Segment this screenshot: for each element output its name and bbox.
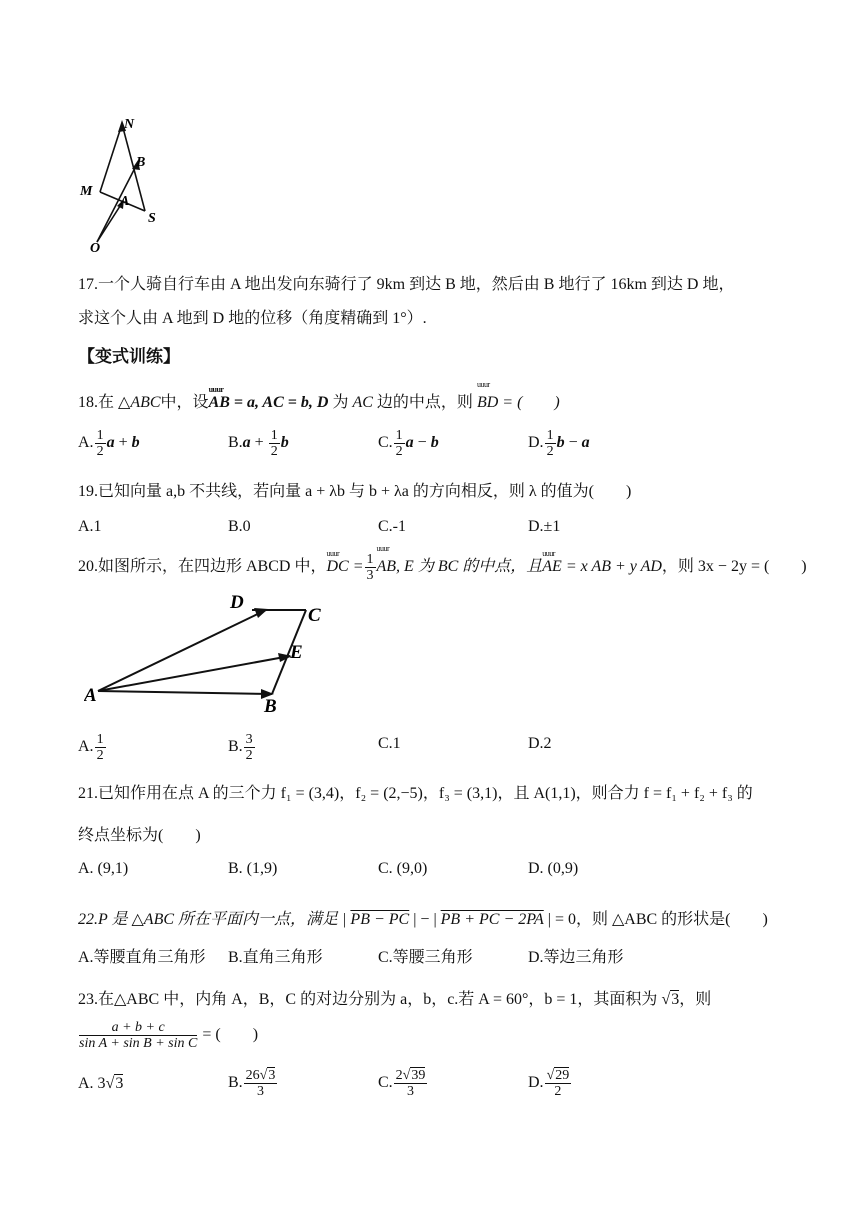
- q23-text-b: ，则: [679, 991, 712, 1008]
- fig2-label-d: D: [230, 592, 244, 613]
- fig2-label-b: B: [264, 696, 277, 715]
- q18-option-b: B.a + $\frac{1}{2}$ b: [228, 428, 289, 459]
- q23-fraction: [78, 1020, 258, 1051]
- q21-line-2: 终点坐标为( ): [78, 827, 201, 844]
- q17-line-1: 17.一个人骑自行车由 A 地出发向东骑行了 9km 到达 B 地，然后由 B 地行了 16km 到达 D 地，: [78, 276, 735, 293]
- q18-option-d-label: D.: [528, 434, 544, 452]
- q22-vec-b: PB + PC − 2PA: [440, 911, 544, 928]
- q18-option-c-label: C.: [378, 434, 393, 452]
- q23-frac-den: sin A + sin B + sin C: [79, 1036, 198, 1051]
- fig-label-n: N: [124, 117, 135, 132]
- q20-option-b-label: B.: [228, 738, 243, 756]
- fig-label-o: O: [90, 241, 101, 254]
- q20-text-c: ，则 3x − 2y = ( ): [661, 558, 807, 576]
- q23-option-b: B. $\frac{26√3}{3}$: [228, 1068, 276, 1099]
- fig-label-m: M: [80, 184, 93, 199]
- q21-option-c: C. (9,0): [378, 860, 428, 877]
- q18-text-c: 边的中点，则: [376, 394, 473, 411]
- q18-triangle: △ABC: [118, 394, 161, 411]
- figure-nmbas: [78, 112, 178, 254]
- q22-text-b: | − |: [409, 911, 441, 928]
- fig-label-a: A: [120, 194, 130, 209]
- q21-option-b: B. (1,9): [228, 860, 278, 877]
- q23-option-d: D. $\frac{√29}{2}$: [528, 1068, 570, 1099]
- q18-vectors: uuur AB = a, AC = b, D: [209, 394, 329, 412]
- q20-stem: 20.如图所示，在四边形 ABCD 中，uuur DC = $\frac{1}{3}$ uuur AB, E 为 BC 的中点，且uuur AE = x AB + y AD，则 3x − 2y = ( ): [78, 552, 807, 583]
- q21-line-1: 21.已知作用在点 A 的三个力 f₁ = (3,4)，f₂ = (2,−5)，f₃ = (3,1)，且 A(1,1)，则合力 f = f₁ + f₂ + f₃ 的: [78, 785, 753, 802]
- q20-option-a: A. $\frac{1}{2}$: [78, 732, 104, 763]
- q21-option-d: D. (0,9): [528, 860, 579, 877]
- q17-line-2: 求这个人由 A 地到 D 地的位移（角度精确到 1°）.: [78, 310, 427, 327]
- q20-option-c: C.1: [378, 735, 401, 752]
- q18-text-b: 为: [332, 394, 349, 411]
- q19-stem: 19.已知向量 a,b 不共线，若向量 a + λb 与 b + λa 的方向相反，则 λ 的值为( ): [78, 483, 632, 500]
- q19-option-a: A.1: [78, 518, 102, 535]
- q20-text-a: 20.如图所示，在四边形 ABCD 中，: [78, 558, 327, 576]
- q22-option-b: B.直角三角形: [228, 949, 323, 966]
- q22-text-a: 22.P 是 △ABC 所在平面内一点，满足 |: [78, 911, 351, 928]
- q20-ae: uuur AE = x AB + y AD: [542, 558, 662, 576]
- q18-ac: AC: [352, 394, 373, 411]
- fig-label-b: B: [136, 155, 146, 170]
- q20-dc: uuur DC =: [326, 558, 363, 576]
- q18-option-d: D. $\frac{1}{2}$ b − a: [528, 428, 590, 459]
- q19-option-b: B.0: [228, 518, 251, 535]
- q22-stem: [78, 906, 768, 929]
- q23-text-a: 23.在△ABC 中，内角 A，B，C 的对边分别为 a，b，c.若 A = 60°，b = 1，其面积为: [78, 991, 662, 1008]
- q19-option-c: C.-1: [378, 518, 406, 535]
- q22-option-c: C.等腰三角形: [378, 949, 473, 966]
- q23-option-a-label: A. 3: [78, 1075, 106, 1092]
- q18-option-c: C. $\frac{1}{2}$ a − b: [378, 428, 439, 459]
- q18-bd: uuur BD = ( ): [477, 389, 560, 412]
- q18-option-b-label: B.: [228, 434, 243, 452]
- q23-option-c: C. $\frac{2√39}{3}$: [378, 1068, 426, 1099]
- q23-line-1: 23.在△ABC 中，内角 A，B，C 的对边分别为 a，b，c.若 A = 60°，b = 1，其面积为 √3，则: [78, 991, 712, 1008]
- q23-option-a: A. 3√3: [78, 1075, 124, 1092]
- q20-text-b: uuur AB, E 为 BC 的中点，且: [377, 553, 543, 576]
- fig2-label-e: E: [290, 642, 303, 663]
- q23-frac-tail: = ( ): [202, 1026, 259, 1044]
- q20-option-b: B. $\frac{3}{2}$: [228, 732, 253, 763]
- fig2-label-a: A: [84, 685, 97, 706]
- q21-option-a: A. (9,1): [78, 860, 129, 877]
- q22-option-a: A.等腰直角三角形: [78, 949, 206, 966]
- q18-stem: [78, 389, 560, 412]
- q18-text-a: 中，设: [160, 394, 209, 411]
- figure-abcde: [84, 590, 334, 715]
- fig2-label-c: C: [308, 605, 321, 626]
- q22-vec-a: PB − PC: [350, 911, 410, 928]
- q22-option-d: D.等边三角形: [528, 949, 624, 966]
- q23-frac-num: a + b + c: [79, 1020, 197, 1036]
- q19-option-d: D.±1: [528, 518, 561, 535]
- q18-option-a-label: A.: [78, 434, 94, 452]
- q20-option-a-label: A.: [78, 738, 94, 756]
- q18-option-a: A. $\frac{1}{2}$ a + b: [78, 428, 140, 459]
- q23-sqrt: 3: [671, 991, 680, 1008]
- section-heading: 【变式训练】: [78, 347, 180, 367]
- q20-option-d: D.2: [528, 735, 552, 752]
- q18-num: 18.在: [78, 394, 115, 411]
- q22-text-c: | = 0，则 △ABC 的形状是( ): [543, 911, 768, 928]
- fig-label-s: S: [148, 211, 156, 226]
